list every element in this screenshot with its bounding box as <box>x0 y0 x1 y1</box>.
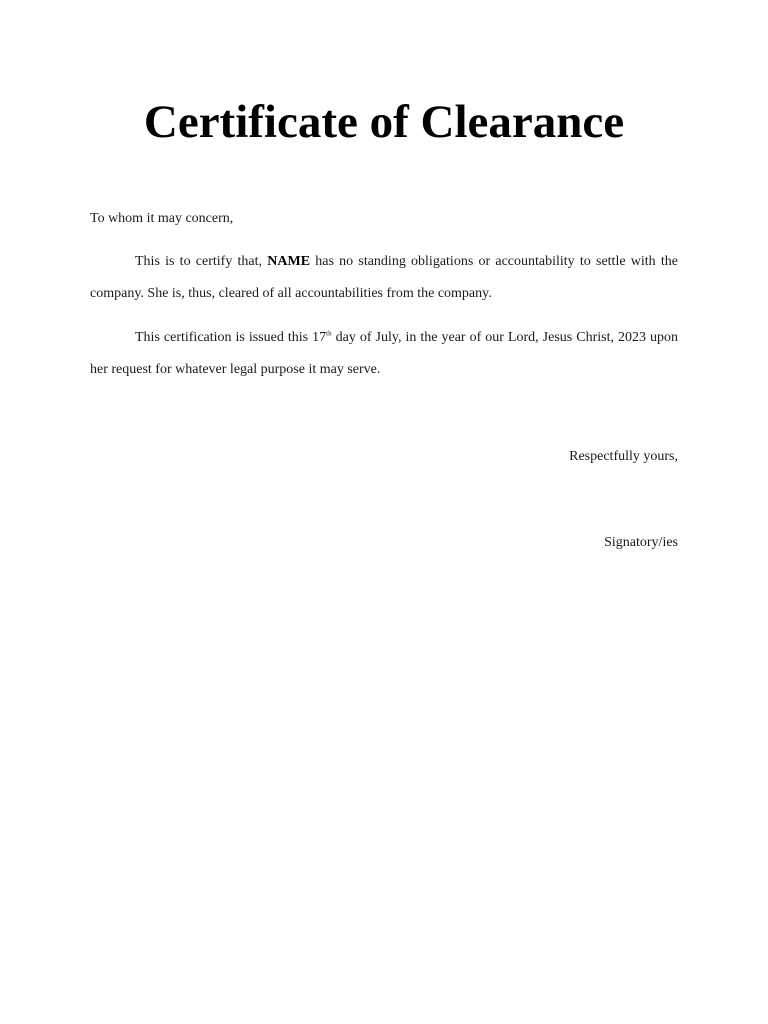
issuance-paragraph <box>90 322 678 386</box>
certificate-title: Certificate of Clearance <box>143 96 625 148</box>
certification-text-start: This is to certify that, <box>135 254 268 269</box>
signatory-line: Signatory/ies <box>604 535 678 550</box>
closing-line: Respectfully yours, <box>569 449 678 464</box>
issuance-text-end: day of July, in the year of our Lord, Jesus Christ, 2023 upon her request for whatever legal purpose it may serve. <box>90 330 678 377</box>
issuance-day-suffix: th <box>326 329 332 338</box>
recipient-name: NAME <box>267 254 311 269</box>
certification-text-end: has no standing obligations or accountability to settle with the company. She is, thus, cleared of all accountabilities from the company. <box>90 254 678 301</box>
salutation: To whom it may concern, <box>90 211 234 226</box>
certification-paragraph <box>90 246 678 310</box>
issuance-text-start: This certification is issued this <box>135 330 313 345</box>
issuance-day: 17 <box>312 330 327 345</box>
